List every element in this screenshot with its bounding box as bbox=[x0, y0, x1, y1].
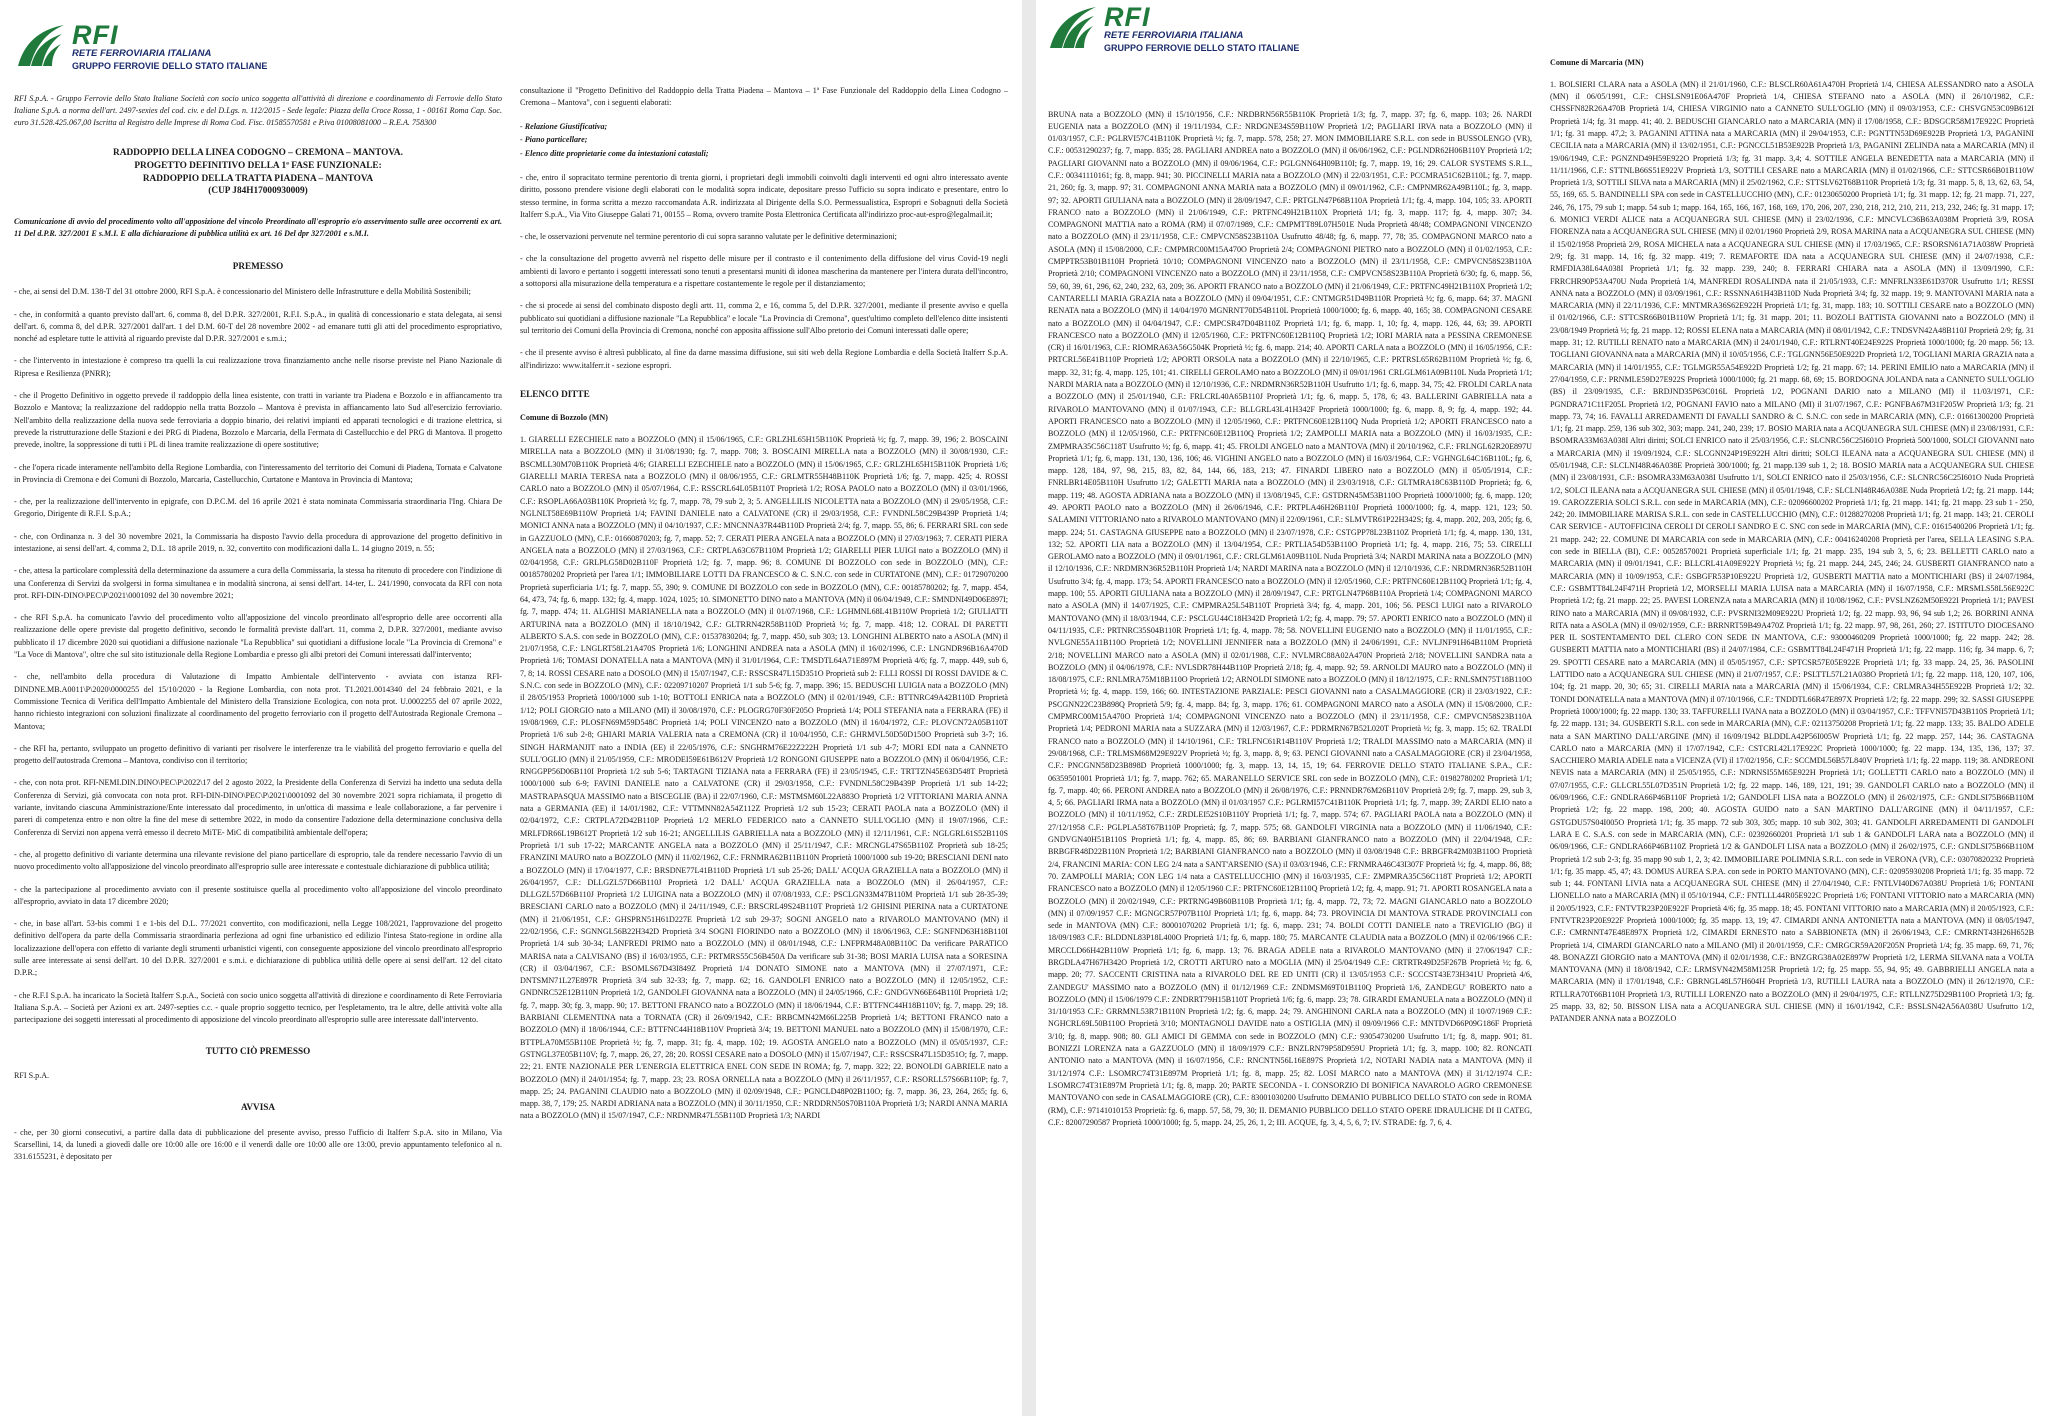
comune-bozzolo-heading: Comune di Bozzolo (MN) bbox=[520, 412, 608, 422]
premesso-clause: - che l'intervento in intestazione è compreso tra quelli la cui realizzazione trova finanziamento anche nelle risorse previste nel Piano Nazionale di Ripresa e Resilienza (PNRR); bbox=[14, 356, 502, 378]
avvisa-clause: - che, le osservazioni pervenute nel termine perentorio di cui sopra saranno valutate per le definitive determinazioni; bbox=[520, 232, 897, 242]
left-column-1 bbox=[14, 85, 502, 1385]
rfi-logo bbox=[1046, 4, 2034, 53]
owners-list-bozzolo-continued: BRUNA nata a BOZZOLO (MN) il 15/10/1956, C.F.: NRDBRN56R55B110K Proprietà 1/3; fg. 7, mapp. 37; fg. 6, mapp. 103; 26. NARDI EUGENIA nata a BOZZOLO (MN) il 19/11/1934, C.F.: NRDGNE34S59B110W Proprietà 1/2; PAGLIARI IRVA nata a BOZZOLO (MN) il 01/03/1957, C.F.: PGLRVI57C41B110K Proprietà ½; fg. 7, mapp. 578, 258; 27. MON IMMOBILIARE S.R.L. con sede in BUSSOLENGO (VR), C.F.: 00531290237; fg. 7, mapp. 835; 28. PAGLIARI ANDREA nato a BOZZOLO (MN) il 06/06/1962, C.F.: PGLNDR62H06B110Y Proprietà 1/2; PAGLIARI GIOVANNI nato a BOZZOLO (MN) il 09/06/1964, C.F.: PGLGNN64H09B110I; fg. 7, mapp. 19, 16; 29. CALOR SYSTEMS S.R.L., C.F.: 00341110161; fg. 8, mapp. 941; 30. PICCINELLI MARIA nata a BOZZOLO (MN) il 22/03/1951, C.F.: PCCMRA51C62B110L; fg. 7, mapp. 21, 260; fg. 3, mapp. 97; 31. COMPAGNONI ANNA MARIA nata a BOZZOLO (MN) il 09/01/1962, C.F.: CMPNMR62A49B110L; fg. 3, mapp. 97; 32. APORTI GIULIANA nata a BOZZOLO (MN) il 28/09/1947, C.F.: PRTGLN47P68B110A Proprietà 1/1; fg. 4, mapp. 104, 105; 33. APORTI FRANCO nato a BOZZOLO (MN) il 21/06/1949, C.F.: PRTFNC49H21B110X Proprietà 1/1; fg. 3, mapp. 117; fg. 4, mapp. 307; 34. COMPAGNONI MATTIA nato a ROMA (RM) il 07/07/1989, C.F.: CMPMTT89L07H501E Nuda Proprietà 48/48; COMPAGNONI VINCENZO nato a BOZZOLO (MN) il 23/11/1958, C.F.: CMPVCN58S23B110A Usufrutto 48/48; fg. 6, mapp. 77, 78; 35. COMPAGNONI MARCO nato a ASOLA (MN) il 15/08/2000, C.F.: CMPMRC00M15A470O Proprietà 2/4; COMPAGNONI PIETRO nato a BOZZOLO (MN) il 01/02/1953, C.F.: CMPPTR53B01B110H Proprietà 10/10; COMPAGNONI VINCENZO nato a BOZZOLO (MN) il 23/11/1958, C.F.: CMPVCN58S23B110A Proprietà 2/10; COMPAGNONI VINCENZO nato a BOZZOLO (MN) il 23/11/1958, C.F.: CMPVCN58S23B110A Proprietà 6/30; fg. 6, mapp. 56, 59, 60, 39, 61, 296, 62, 240, 232, 63, 209; 36. APORTI FRANCO nato a BOZZOLO (MN) il 21/06/1949, C.F.: PRTFNC49H21B110X Proprietà 1/2; CANTARELLI MARIA GRAZIA nata a BOZZOLO (MN) il 09/04/1951, C.F.: CNTMGR51D49B110R Proprietà ½; fg. 6, mapp. 64; 37. MAGNI RENATA nata a BOZZOLO (MN) il 14/04/1970 MGNRNT70D54B110L Proprietà 1000/1000; fg. 6, mapp. 40, 165; 38. COMPAGNONI CESARE nato a BOZZOLO (MN) il 04/04/1947, C.F.: CMPCSR47D04B110Z Proprietà 1/1; fg. 6, mapp. 1, 10; fg. 4, mapp. 126, 44, 63; 39. APORTI FRANCESCO nato a BOZZOLO (MN) il 12/05/1960, C.F.: PRTFNC60E12B110Q Proprietà 1/2; IORI MARIA nata a PESSINA CREMONESE (CR) il 16/01/1963, C.F.: RIOMRA63A56G504K Proprietà ½; fg. 6, mapp. 214; 40. APORTI CARLA nata a BOZZOLO (MN) il 16/05/1956, C.F.: PRTCRL56E41B110P Proprietà 1/2; APORTI ORSOLA nata a BOZZOLO (MN) il 22/10/1965, C.F.: PRTRSL65R62B110M Proprietà ½; fg. 6, mapp. 32, 31; fg. 4, mapp. 125, 101; 41. CIRELLI GEROLAMO nato a BOZZOLO (MN) il 09/01/1961 CRLGLM61A09B110L Nuda Proprietà 1/1; NARDI MARIA nata a BOZZOLO (MN) il 12/10/1936, C.F.: NRDMRN36R52B110H Usufrutto 1/1; fg. 6, mapp. 34, 75; 42. FROLDI CARLA nata a BOZZOLO (MN) il 25/01/1940, C.F.: FRLCRL40A65B110J Proprietà 1/1; fg. 6, mapp. 5, 178, 6; 43. BALLERINI GABRIELLA nata a RIVAROLO MANTOVANO (MN) il 01/07/1943, C.F.: BLLGRL43L41H342F Proprietà 1000/1000; fg. 6, mapp. 8, 9; fg. 4, mapp. 192; 44. APORTI FRANCESCO nato a BOZZOLO (MN) il 12/05/1960, C.F.: PRTFNC60E12B110Q Nuda Proprietà 1/2; APORTI FRANCESCO nato a BOZZOLO (MN) il 12/05/1960, C.F.: PRTFNC60E12B110Q Proprietà 1/2; ZAMPOLLI MARIA nata a BOZZOLO (MN) il 16/03/1935, C.F.: ZMPMRA35C56C118T Usufrutto ½; fg. 6, mapp. 41; 45. FROLDI ANGELO nato a MANTOVA (MN) il 20/10/1962, C.F.: FRLNGL62R20E897U Proprietà 1/1; fg. 6, mapp. 131, 130, 136, 106; 46. VIGHINI ANGELO nato a BOZZOLO (MN) il 16/03/1964, C.F.: VGHNGL64C16B110L; fg. 6, mapp. 128, 184, 97, 98, 215, 83, 82, 84, 144, 66, 183, 213; 47. FINARDI LIBERO nato a BOZZOLO (MN) il 05/05/1914, C.F.: FNRLBR14E05B110H Usufrutto 1/2; GALETTI MARIA nata a BOZZOLO (MN) il 23/03/1918, C.F.: GLTMRA18C63B110D Proprietà; fg. 6, mapp. 119; 48. AGOSTA ADRIANA nata a BOZZOLO (MN) il 13/08/1945, C.F.: GSTDRN45M53B110O Proprietà 1000/1000; fg. 6, mapp. 120; 49. APORTI PAOLO nato a BOZZOLO (MN) il 26/06/1946, C.F.: PRTPLA46H26B110J Proprietà 1000/1000; fg. 4, mapp. 121, 123; 50. SALAMINI VITTORIANO nato a RIVAROLO MANTOVANO (MN) il 22/09/1961, C.F.: SLMVTR61P22H342S; fg. 4, mapp. 202, 203, 205; fg. 6, mapp. 224; 51. CASTAGNA GIUSEPPE nato a BOZZOLO (MN) il 23/07/1978, C.F.: CSTGPP78L23B110Z Proprietà 1/1; fg. 4, mapp. 130, 131, 132; 52. APORTI LIA nata a BOZZOLO (MN) il 13/04/1954, C.F.: PRTLIA54D53B110O Proprietà 1/1; fg. 4, mapp. 216, 75; 53. CIRELLI GEROLAMO nato a BOZZOLO (MN) il 09/01/1961, C.F.: CRLGLM61A09B110L Nuda Proprietà 3/4; NARDI MARINA nata a BOZZOLO (MN) il 12/10/1936, C.F.: NRDMRN36R52B110H Proprietà 1/4; NARDI MARINA nata a BOZZOLO (MN) il 12/10/1936, C.F.: NRDMRN36R52B110H Usufrutto 3/4; fg. 4, mapp. 173; 54. APORTI FRANCESCO nato a BOZZOLO (MN) il 12/05/1960, C.F.: PRTFNC60E12B110Q Proprietà 1/1; fg. 4, mapp. 100; 55. APORTI GIULIANA nata a BOZZOLO (MN) il 28/09/1947, C.F.: PRTGLN47P68B110A Proprietà 1/4; COMPAGNONI MARCO nato a ASOLA (MN) il 14/07/1925, C.F.: CMPMRA25L54B110T Proprietà 3/4; fg. 4, mapp. 201, 106; 56. PESCI LUIGI nato a RIVAROLO MANTOVANO (MN) il 18/03/1944, C.F.: PSCLGU44C18H342D Proprietà 1/2; fg. 4, mapp. 79; 57. APORTI ENRICO nato a BOZZOLO (MN) il 04/11/1935, C.F.: PRTNRC35S04B110R Proprietà 1/1; fg. 4, mapp. 78; 58. NOVELLINI EUGENIO nato a BOZZOLO (MN) il 11/01/1955, C.F.: NVLGNE55A11B110O Proprietà 1/2; NOVELLINI JENNIFER nata a BOZZOLO (MN) il 24/06/1991, C.F.: NVLJNF91H64B110M Proprietà 2/18; NOVELLINI MARCO nato a ASOLA (MN) il 02/01/1988, C.F.: NVLMRC88A02A470N Proprietà 2/18; NOVELLINI SANDRA nata a BOZZOLO (MN) il 04/06/1978, C.F.: NVLSDR78H44B110P Proprietà 2/18; fg. 4, mapp. 92; 59. ARNOLDI MAURO nato a BOZZOLO (MN) il 18/08/1975, C.F.: RNLMRA75M18B110O Proprietà 1/2; ARNOLDI SIMONE nato a BOZZOLO (MN) il 18/12/1975, C.F.: RNLSMN75T18B110O Proprietà ½; fg. 4, mapp. 159, 166; 60. INTESTAZIONE PARZIALE: PESCI GIOVANNI nato a CASALMAGGIORE (CR) il 23/03/1922, C.F.: PSCGNN22C23B898Q Proprietà 5/9; fg. 4, mapp. 84; fg. 3, mapp. 176; 61. COMPAGNONI MARCO nato a ASOLA (MN) il 15/08/2000, C.F.: CMPMRC00M15A470O Proprietà 1/4; COMPAGNONI VINCENZO nato a BOZZOLO (MN) il 23/11/1958, C.F.: CMPVCN58S23B110A Proprietà 1/4; PEDRONI MARIA nata a SUZZARA (MN) il 12/03/1967, C.F.: PDRMRN67B52L020T Proprietà ½; fg. 3, mapp. 15; 62. TRALDI FRANCO nato a BOZZOLO (MN) il 14/10/1961, C.F.: TRLFNC61R14B110V Proprietà 1/2; TRALDI MASSIMO nato a MARCARIA (MN) il 29/08/1968, C.F.: TRLMSM68M29E922V Proprietà ½; fg. 3, mapp. 8, 9; 63. PENCI GIOVANNI nato a CASALMAGGIORE (CR) il 23/04/1958, C.F.: PNCGNN58D23B898D Proprietà 1000/1000; fg. 3, mapp. 13, 14, 15, 19; 64. FERROVIE DELLO STATO ITALIANE S.P.A., C.F.: 06359501001 Proprietà 1/1; fg. 7, mapp. 762; 65. MARANELLO SERVICE SRL con sede in BOZZOLO (MN), C.F.: 01982780202 Proprietà 1/1; fg. 7, mapp. 40; 66. PERONI ANDREA nato a BOZZOLO (MN) il 26/08/1976, C.F.: PRNNDR76M26B110V Proprietà 2/9; fg. 7, mapp. 29, sub 3, 4, 5; 66. PAGLIARI IRMA nata a BOZZOLO (MN) il 01/03/1957 C.F.: PGLRMI57C41B110K Proprietà 1/1; fg. 7, mapp. 39; ZARDI ELIO nato a BOZZOLO (MN) il 10/11/1952, C.F.: ZRDLEI52S10B110Y Proprietà 1/1; fg. 7, mapp. 574; 67. PAGLIARI PAOLA nata a BOZZOLO (MN) il 27/12/1958 C.F.: PGLPLA58T67B110P Proprietà; fg. 7, mapp. 575; 68. GANDOLFI VIRGINIA nata a BOZZOLO (MN) il 11/06/1940, C.F.: GNDVGN40H51B110S Proprietà 1/1; fg. 4, mapp. 85, 86; 69. BARBIANI GIANFRANCO nato a BOZZOLO (MN) il 22/04/1948, C.F.: BRBGFR48D22B110N Proprietà 1/2; BARBIANI GIANFRANCO nato a BOZZOLO (MN) il 03/08/1948 C.F.: BRBGFR42M03B110O Proprietà 2/4, FRANCINI MARIA: CON LEG 2/4 nata a SANT'ARSENIO (SA) il 03/03/1946, C.F.: FRNMRA46C43I307F Proprietà ½; fg. 4, mapp. 86, 88; 70. ZAMPOLLI MARIA; CON LEG 1/4 nata a CASTELLUCCHIO (MN) il 16/03/1935, C.F.: ZMPMRA35C56C118T Proprietà 1/2; APORTI FRANCESCO nato a BOZZOLO (MN) il 12/05/1960 C.F.: PRTFNC60E12B110Q Proprietà 1/2; fg. 4, mapp. 91; 71. APORTI ROSANGELA nata a BOZZOLO (MN) il 20/02/1949, C.F.: PRTRNG49B60B110B Proprietà 1/1; fg. 4, mapp. 72, 73; 72. MAGNI GIANCARLO nato a BOZZOLO (MN) il 07/09/1957 C.F.: MGNGCR57P07B110J Proprietà 1/1; fg. 6, mapp. 84; 73. PROVINCIA DI MANTOVA STRADE PROVINCIALI con sede in MANTOVA (MN) C.F.: 80001070202 Proprietà 1/1; fg. 6, mapp. 231; 74. BOLDI COTTI DANIELE nato a TREVIGLIO (BG) il 18/09/1983 C.F.: BLDDNL83P18L400O Proprietà 1/1; fg. 6, mapp. 180; 75. MARCANTE CLAUDIA nata a BOZZOLO (MN) il 02/06/1966 C.F.: MRCCLD66H42B110W Proprietà 1/1; fg. 6, mapp. 13; 76. BRAGA ADELE nata a RIVAROLO MANTOVANO (MN) il 27/06/1947 C.F.: BRGDLA47H67H342O Proprietà 1/2, CROTTI ARTURO nato a MOGLIA (MN) il 25/04/1949 C.F.: CRTRTR49D25F267B Proprietà ½; fg. 6, mapp. 20; 77. SACCENTI CRISTINA nata a RIVAROLO DEL RE ED UNITI (CR) il 13/05/1953 C.F.: SCCCST43E73H341U Proprietà 4/6, ZANDEGU' MASSIMO nato a BOZZOLO (MN) il 01/12/1969 C.F.: ZNDMSM69T01B110Q Proprietà 1/6, ZANDEGU' ROBERTO nato a BOZZOLO (MN) il 15/06/1979 C.F.: ZNDRRT79H15B110T Proprietà 1/6; fg. 6, mapp. 23; 78. GIRARDI EMANUELA nata a BOZZOLO (MN) il 31/10/1953 C.F.: GRRMNL53R71B110N Proprietà 1/2; fg. 6, mapp. 24; 79. ANGHINONI CARLA nata a BOZZOLO (MN) il 10/07/1969 C.F.: NGHCRL69L50B110O Proprietà 3/10; MONTAGNOLI DAVIDE nato a OSTIGLIA (MN) il 09/09/1966 C.F.: MNTDVD66P09G186F Proprietà 3/10; fg. 8, mapp. 908; 80. GLI AMICI DI GEMMA con sede in BOZZOLO (MN) C.F.: 93054730200 Usufrutto 1/1; fg. 8, mapp. 901; 81. BONIZZI LORENZA nata a GAZZUOLO (MN) il 18/09/1979 C.F.: BNZLRN79P58D959U Proprietà 1/1; fg. 3, mapp. 100; 82. RONCATI ANTONIO nato a MANTOVA (MN) il 16/07/1956, C.F.: RNCNTN56L16E897S Proprietà 1/2, NOTARI NADIA nata a MANTOVA (MN) il 31/12/1974 C.F.: LSOMRC74T31E897M Proprietà 1/1; fg. 8, mapp. 25; 82. LOSI MARCO nato a MANTOVA (MN) il 31/12/1974 C.F.: LSOMRC74T31E897M Proprietà 1/1; fg. 8, mapp. 20; PARTE SECONDA - I. CONSORZIO DI BONIFICA NAVAROLO AGRO CREMONESE MANTOVANO con sede in CASALMAGGIORE (CR), C.F.: 83001030200 Usufrutto DEMANIO PUBBLICO DELLO STATO con sede in ROMA (RM), C.F.: 97141010153 Proprietà: fg. 6, mapp. 57, 58, 79, 30; II. DEMANIO PUBBLICO DELLO STATO OPERE IDRAULICHE DI II CATEG, C.F.: 82007290587 Proprietà 1000/1000; fg. 5, mapp. 24, 25, 26, 1, 2; III. ACQUE, fg. 3, 4, 5, 6, 7; IV. STRADE: fg. 7, 6, 4. bbox=[1048, 109, 1532, 1127]
owners-list-marcaria: 1. BOLSIERI CLARA nata a ASOLA (MN) il 21/01/1960, C.F.: BLSCLR60A61A470H Proprietà 1/4, CHIESA ALESSANDRO nato a ASOLA (MN) il 06/05/1991, C.F.: CHSLSN91E06A470F Proprietà 1/4, CHIESA STEFANO nato a ASOLA (MN) il 26/10/1982, C.F.: CHSSFN82R26A470B Proprietà 1/4, CHIESA VIRGINIO nato a CANNETO SULL'OGLIO (MN) il 09/03/1953, C.F.: CHSVGN53C09B612I Proprietà 1/4; fg. 31 mapp. 41; 40. 2. BEDUSCHI GIANCARLO nato a MARCARIA (MN) il 17/08/1958, C.F.: BDSGCR58M17E922C Proprietà 1/1; fg. 31 mapp. 47,2; 3. PAGANINI ATTINA nata a MARCARIA (MN) il 29/04/1953, C.F.: PGNTTN53D69E922B Proprietà 1/3, PAGANINI CECILIA nata a MARCARIA (MN) il 13/02/1951, C.F.: PGNCCL51B53E922B Proprietà 1/3, PAGANINI ZELINDA nata a MARCARIA (MN) il 19/06/1949, C.F.: PGNZND49H59E922O Proprietà 1/3; fg. 31 mapp. 3,4; 4. SOTTILE ANGELA BENEDETTA nata a MARCARIA (MN) il 11/11/1966, C.F.: STTNLB66S51E922V Proprietà 1/3, SOTTILI CESARE nato a MARCARIA (MN) il 01/02/1966, C.F.: STTCSR66B01B110W Proprietà 1/3, SOTTILI SILVA nata a MARCARIA (MN) il 25/02/1962, C.F.: STTSLV62T68B110R Proprietà 1/3; fg. 31 mapp. 5, 8, 13, 62, 63, 54, 55, 169, 65. 5. BANDINELLI SPA con sede in CASTELLUCCHIO (MN), C.F.: 01230650200 Proprietà 1/1; fg. 31 mapp. 12; fg. 21 mapp. 71, 227, 246, 76, 175, 79 sub 1; mapp. 54 sub 1; mapp. 164, 165, 166, 167, 168, 169, 170, 206, 207, 230, 218, 212, 210, 211, 213, 232, 246; fg. 31 mapp. 17; 6. MONICI VERDI ALICE nata a ACQUANEGRA SUL CHIESE (MN) il 23/02/1936, C.F.: MNCVLC36B63A038M Proprietà 3/9, ROSA FIORENZA nata a ACQUANEGRA SUL CHIESE (MN) il 02/01/1960 Proprietà 2/9, ROSA MARINA nata a ACQUANEGRA SUL CHIESE (MN) il 15/02/1958 Proprietà 2/9, ROSA MICHELA nata a ACQUANEGRA SUL CHIESE (MN) il 17/03/1965, C.F.: RSORSN61A71A038W Proprietà 2/9; fg. 31 mapp. 14, 16; fg. 32 mapp. 419; 7. REMAFORTE IDA nata a ACQUANEGRA SUL CHIESE (MN) il 24/07/1938, C.F.: RMFDIA38L64A038I Proprietà 1/1; fg. 32 mapp. 239, 240; 8. FERRARI CHIARA nata a ASOLA (MN) il 13/09/1990, C.F.: FRRCHR90P53A470U Nuda Proprietà 1/4, MANFREDI ROSALINDA nata il 21/05/1933, C.F.: MNFRLN33E61D370R Usufrutto 1/1; RESSI ANNA nata a BOZZOLO (MN) il 03/09/1961, C.F.: RSSNNA61H43B110D Nuda Proprietà 3/4; fg. 32 mapp. 19; 9. MANTOVANI MARIA nata a MARCARIA (MN) il 22/11/1936, C.F.: MNTMRA36S62E922H Proprietà 1/1; fg. 31, mapp. 183; 10. SOTTILI CESARE nato a BOZZOLO (MN) il 01/02/1966, C.F.: STTCSR66B01B110W Proprietà 1/1; fg. 31 mapp. 201; 11. BOZOLI BATTISTA GIOVANNI nato a BOZZOLO (MN) il 23/08/1949 Proprietà ½; fg. 21 mapp. 12; ROSSI ELENA nata a MARCARIA (MN) il 08/01/1942, C.F.: TNDSVN42A48B110J Proprietà 2/9; fg. 31 mapp. 31; 12. RUTILLI RENATO nato a MARCARIA (MN) il 24/01/1940, C.F.: RTLRNT40E24E922S Proprietà 1000/1000; fg. 20 mapp. 56; 13. TOGLIANI GIOVANNA nata a MARCARIA (MN) il 10/05/1956, C.F.: TGLGNN56E50E922D Proprietà 1/2, TOGLIANI MARIA GRAZIA nata a MARCARIA (MN) il 14/01/1955, C.F.: TGLMGR55A54E922D Proprietà 1/2; fg. 21 mapp. 67; 14. PERINI EMILIO nato a MARCARIA (MN) il 27/04/1959, C.F.: PRNMLE59D27E922S Proprietà 1000/1000; fg. 21 mapp. 68, 69; 15. BORDOGNA JOLANDA nata a CANNETO SULL'OGLIO (BS) il 23/09/1935, C.F.: BRDJND35P63C016L Proprietà 1/2, POGNANI DARIO nato a MILANO (MI) il 11/03/1971, C.F.: PGNDRA71C11F205L Proprietà 1/2, POGNANI FAVIO nato a MILANO (MI) il 31/07/1967, C.F.: PGNFBA67M31F205W Proprietà 1/3; fg. 21 mapp. 73, 74; 16. FAVALLI ARREDAMENTI DI FAVALLI SANDRO & C. S.N.C. con sede in MARCARIA (MN), C.F.: 01661300200 Proprietà 1/1; fg. 21 mapp. 259, 136 sub 302, 303; mapp. 241, 240, 239; 17. BOSIO MARIA nata a ACQUANEGRA SUL CHIESE (MN) il 23/08/1931, C.F.: BSOMRA33M63A038I Altri diritti; SOLCI ENRICO nato il 25/03/1956, C.F.: SLCNRC56C25I601O Proprietà 500/1000, SOLCI GIOVANNI nato a MARCARIA (MN) il 19/09/1924, C.F.: SLCGNN24P19E922H Altri diritti; SOLCI ILEANA nata a ACQUANEGRA SUL CHIESE (MN) il 05/01/1948, C.F.: SLCLNI48R46A038E Proprietà 300/1000; fg. 21 mapp.139 sub 1, 2; 18. BOSIO MARIA nata a ACQUANEGRA SUL CHIESE (MN) il 23/08/1931, C.F.: BSOMRA33M63A038I Usufrutto 1/1, SOLCI ENRICO nato il 25/03/1956, C.F.: SLCNRC56C25I601O Nuda Proprietà 1/2, SOLCI ILEANA nata a ACQUANEGRA SUL CHIESE (MN) il 05/01/1948, C.F.: SLCLNI48R46A038E Nuda Proprietà 1/2; fg. 21 mapp. 144; 19. CAROZZERIA SOLCI S.R.L. con sede in MARCARIA (MN), C.F.: 02096600202 Proprietà 1/1; fg. 21 mapp. 141; fg. 21 mapp. 23 sub 1 - 250, 242; 20. IMMOBILIARE MARISA S.R.L. con sede in CASTELLUCCHIO (MN), C.F.: 01288270208 Proprietà 1/1; fg. 21 mapp. 143; 21. CEROLI CAR SERVICE - AUTOFFICINA CEROLI DI CEROLI SANDRO E C. SNC con sede in MARCARIA (MN), C.F.: 01615400206 Proprietà 1/1; fg. 21 mapp. 242; 22. COMUNE DI MARCARIA con sede in MARCARIA (MN), C.F.: 00416240208 Proprietà per l'area, SELLA LEASING S.P.A. con sede in BIELLA (BI), C.F.: 00528570021 Proprietà superficiale 1/1; fg. 21 mapp. 235, 194 sub 3, 5, 6; 23. BELLETTI CARLO nato a MARCARIA (MN) il 09/01/1941, C.F.: BLLCRL41A09E922Y Proprietà ½; fg. 21 mapp. 244, 245, 246; 24. GUSBERTI GIANFRANCO nato a MARCARIA (MN) il 10/09/1953, C.F.: GSBGFR53P10E922U Proprietà 1/2, GUSBERTI MATTIA nato a MONTICHIARI (BS) il 24/07/1984, C.F.: GSBMTT84L24F471H Proprietà 1/2, MORSELLI MARIA LUISA nata a MARCARIA (MN) il 16/07/1958, C.F.: MRSMLS58L56E922C Proprietà 1/2; fg. 21 mapp. 22; 25. PAVESI LORENZA nata a MARCARIA (MN) il 10/08/1962, C.F.: PVSLNZ62M50E922I Proprietà 1/1; PAVESI RINO nato a MARCARIA (MN) il 09/08/1932, C.F.: PVSRNI32M09E922U Proprietà 1/2; fg. 22 mapp. 93, 96, 94 sub 1,2; 26. BORRINI ANNA RITA nata a ASOLA (MN) il 09/02/1959, C.F.: BRRNRT59B49A470Z Proprietà 1/1; fg. 22 mapp. 97, 98, 261, 260; 27. ISTITUTO DIOCESANO PER IL SOSTENTAMENTO DEL CLERO CON SEDE IN MANTOVA, C.F.: 93000460209 Proprietà 1000/1000; fg. 22 mapp. 242; 28. GUSBERTI MATTIA nato a MONTICHIARI (BS) il 24/07/1984, C.F.: GSBMTT84L24F471H Proprietà 1/1; fg. 22 mapp. 116; fg. 34 mapp. 6, 7; 29. SPOTTI CESARE nato a MARCARIA (MN) il 05/05/1957, C.F.: SPTCSR57E05E922E Proprietà 1/1; fg. 33 mapp. 24, 25, 36. PASOLINI LATTIDO nato a ACQUANEGRA SUL CHIESE (MN) il 21/07/1957, C.F.: PSLTTL57L21A038O Proprietà 1/1; fg. 22 mapp. 118, 120, 107, 106, 104; fg. 21 mapp. 20, 30; 65; 31. CIRELLI MARIA nata a MARCARIA (MN) il 15/06/1934, C.F.: CRLMRA34H55E922B Proprietà 1/2; 32. TONDI DONATELLA nata a MANTOVA (MN) il 07/10/1966, C.F.: TNDDTL66R47E897X Proprietà 1/2; fg. 22 mapp. 299; 32. SASSI GIUSEPPE Proprietà 1000/1000; fg. 22 mapp. 130; 33. TAFFURELLI IVANA nata a BOZZOLO (MN) il 03/04/1957, C.F.: TFFVNI57D43B110S Proprietà 1/1; fg. 22 mapp. 131; 34. GUSBERTI S.R.L. con sede in MARCARIA (MN), C.F.: 02113750208 Proprietà 1/1; fg. 22 mapp. 133; 35. BALDO ADELE nata a SAN MARTINO DALL'ARGINE (MN) il 16/09/1942 BLDDLA42P56I005W Proprietà 1/1; fg. 22 mapp. 257, 144; 36. CASTAGNA CARLO nato a MARCARIA (MN) il 17/07/1942, C.F.: CSTCRL42L17E922C Proprietà 1000/1000; fg. 22 mapp. 134, 135, 136, 137; 37. SACCHIERO MARIA ADELE nata a VICENZA (VI) il 17/02/1956, C.F.: SCCMDL56B57L840V Proprietà 1/1; fg. 22 mapp. 119; 38. ANDREONI NEVIS nata a MARCARIA (MN) il 25/05/1955, C.F.: NDRNSI55M65E922H Proprietà 1/1; GOLLETTI CARLO nato a BOZZOLO (MN) il 07/07/1955, C.F.: GLLCRL55L07D351N Proprietà 1/2; fg. 22 mapp. 146, 189, 121, 191; 39. GANDOLFI CARLO nato a BOZZOLO (MN) il 06/09/1966, C.F.: GNDLRA66P46B110F Proprietà 1/2; GANDOLFI LISA nata a BOZZOLO (MN) il 26/02/1975, C.F.: GNDLSI75B66B110M Proprietà 1/2; fg. 22 mapp. 198, 200; 40. AGOSTA GUIDO nato a SAN MARTINO DALL'ARGINE (MN) il 04/11/1957, C.F.: GSTGDU57S04I005O Proprietà 1/1; fg. 35 mapp. 72 sub 303, 305; mapp. 10 sub 302, 303; 41. GANDOLFI ARREDAMENTI DI GANDOLFI LARA E C. S.A.S. con sede in MARCARIA (MN), C.F.: 02392660201 Proprietà 1/1 sub 1 & GANDOLFI LARA nata a BOZZOLO (MN) il 06/09/1966, C.F.: GNDLRA66P46B110Z Proprietà 1/2 & GANDOLFI LISA nata a BOZZOLO (MN) il 26/02/1975, C.F.: GNDLSI75B66B110M Proprietà 1/2 sub 2-3; fg. 35 mapp 90 sub 1, 2, 3; 42. IMMOBILIARE POLIMNIA S.R.L. con sede in VERONA (VR), C.F.: 03070820232 Proprietà 1/1; fg. 35 mapp. 45, 47; 43. DOMUS AUREA S.P.A. con sede in PORTO MANTOVANO (MN), C.F.: 02095930208 Proprietà 1/1; fg. 35 mapp. 72 sub 1; 44. FONTANI LIVIA nata a ACQUANEGRA SUL CHIESE (MN) il 27/04/1940, C.F.: FNTLVI40D67A038U Proprietà 1/6; FONTANI LIONELLO nato a MARCARIA (MN) il 05/10/1944, C.F.: FNTLLL44R05E922C Proprietà 1/6; FONTANI VITTORIO nato a MARCARIA (MN) il 20/05/1923, C.F.: FNTVTR23P20E922F Proprietà 4/6; fg. 35 mapp. 18; 45. FONTANI VITTORIO nato a MARCARIA (MN) il 20/05/1923, C.F.: FNTVTR23P20E922F Proprietà 1000/1000; fg. 35 mapp. 13, 19; 47. CIMARDI ANNA ANTONIETTA nata a MANTOVA (MN) il 08/05/1947, C.F.: CMRNNT47E48E897X Proprietà 1/2, CIMARDI ERNESTO nato a SABBIONETA (MN) il 26/06/1943, C.F.: CMRRNT43H26H652B Proprietà 1/4, CIMARDI GIANCARLO nato a MILANO (MI) il 20/01/1959, C.F.: CMRGCR59A20F205N Proprietà 1/4; fg. 35 mapp. 69, 71, 76; 48. BONAZZI GIORGIO nato a MANTOVA (MN) il 02/01/1938, C.F.: BNZGRG38A02E897W Proprietà 1/2, LERMA SILVANA nata a VOLTA MANTOVANA (MN) il 18/08/1942, C.F.: LRMSVN42M58M125R Proprietà 1/2; fg. 25 mapp. 55, 94, 95; 49. GABBRIELLI ANGELA nata a MARCARIA (MN) il 17/01/1948, C.F.: GBRNGL48L57H604H Proprietà 1/3, RUTILLI LAURA nata a BOZZOLO (MN) il 26/12/1970, C.F.: RTLLRA70T66B110H Proprietà 1/3, RUTILLI LORENZO nato a BOZZOLO (MN) il 29/04/1975, C.F.: RTLLNZ75D29B110O Proprietà 1/3; fg. 25 mapp. 33, 82; 50. BISSON LISA nata a ACQUANEGRA SUL CHIESE (MN) il 16/01/1942, C.F.: BSSLSN42A56A038U Usufrutto 1/2, PATANDER ANNA nata a BOZZOLO bbox=[1550, 79, 2034, 1024]
left-column-2 bbox=[520, 85, 1008, 1385]
document-page-right bbox=[1036, 0, 2046, 1416]
right-column-2 bbox=[1550, 51, 2034, 1406]
premesso-clause: - che, attesa la particolare complessità della determinazione da assumere a cura della Commissaria, la stessa ha ritenuto di procedere con l'indizione di una Conferenza di Servizi da svolgersi in forma simultanea e in modalità sincrona, ai sensi dell'art. 14-ter, L. 241/1990, convocata da RFI con nota prot. RFI-DIN-DINO\PEC\P\2021\0001092 del 30 novembre 2021; bbox=[14, 566, 502, 600]
premesso-heading: PREMESSO bbox=[232, 261, 284, 272]
premesso-clause: - che, nell'ambito della procedura di Valutazione di Impatto Ambientale dell'intervento - avviata con istanza RFI-DINDNE.MB.A0011\P\2020\0000255 del 15/10/2020 - la Regione Lombardia, con nota prot. T1.2021.0014340 del 24 febbraio 2021, e la Commissione Tecnica di Verifica dell'Impatto Ambientale del Ministero della Transizione Ecologica, con nota prot. U.0002255 del 07 aprile 2022, hanno richiesto integrazioni con soluzioni finalizzate al coordinamento del progetto ferroviario con il progetto dell'Autostrada Regionale Cremona – Mantova; bbox=[14, 672, 502, 731]
premesso-clause: - che, in conformità a quanto previsto dall'art. 6, comma 8, del D.P.R. 327/2001, R.F.I. S.p.A., in qualità di concessionario e stata delegata, ai sensi dell'art. 6, comma 8, del d.P.R. 327/2001 dall'art. 1 del D.M. 60-T del 28 novembre 2002 - ad emanare tutti gli atti del procedimento espropriativo, nonché ad espletare tutte le attività al riguardo previste dal D.P.R. 327/2001 e s.m.i.; bbox=[14, 309, 502, 344]
avvisa-clause: - che, per 30 giorni consecutivi, a partire dalla data di pubblicazione del presente avviso, presso l'ufficio di Italferr S.p.A. sito in Milano, Via Scarsellini, 14, da lunedì a giovedì dalle ore 10:00 alle ore 16:00 e il venerdì dalle ore 10:00 alle ore 13:00, previo appuntamento telefonico al n. 331.6155231, è depositato per bbox=[14, 1127, 502, 1162]
premesso-clause: - che RFI S.p.A. ha comunicato l'avvio del procedimento volto all'apposizione del vincolo preordinato all'esproprio delle aree occorrenti alla realizzazione delle opere previste dal progetto definitivo, secondo le formalità previste dall'art. 11, comma 2, D.P.R. 327/2001, mediante avviso pubblicato il 17 dicembre 2020 sui quotidiani a diffusione nazionale "La Repubblica" sui quotidiani a diffusione locale "La Provincia di Cremona" e "La Voce di Mantova", oltre che sul sito istituzionale della Regione Lombardia e presso gli albi pretori dei Comuni interessati dall'intervento; bbox=[14, 613, 502, 660]
company-legal-header: RFI S.p.A. - Gruppo Ferrovie dello Stato Italiane Società con socio unico soggetta all'attività di direzione e coordinamento di Ferrovie dello Stato Italiane S.p.A. a norma dell'art. 2497-sexies del cod. civ. e del D.Lgs. n. 112/2015 - Sede legale: Piazza della Croce Rossa, 1 - 00161 Roma Cap. Soc. euro 31.528.425.067,00 Iscritta al Registro delle Imprese di Roma Cod. Fisc. 01585570581 e P.iva 01008081000 – R.E.A. 758300 bbox=[14, 93, 502, 128]
premesso-clause: - che l'opera ricade interamente nell'ambito della Regione Lombardia, con l'interessamento del territorio dei Comuni di Piadena, Tornata e Calvatone in Provincia di Cremona e dei Comuni di Bozzolo, Marcaria, Castellucchio, Curtatone e Mantova in Provincia di Mantova; bbox=[14, 462, 502, 484]
project-title-line: RADDOPPIO DELLA LINEA CODOGNO – CREMONA – MANTOVA. bbox=[113, 148, 403, 159]
logo-group-name: GRUPPO FERROVIE DELLO STATO ITALIANE bbox=[72, 60, 268, 71]
tutto-cio-premesso-heading: TUTTO CIÒ PREMESSO bbox=[205, 1045, 311, 1056]
document-page-left bbox=[0, 0, 1022, 1416]
premesso-clause: - che RFI ha, pertanto, sviluppato un progetto definitivo di varianti per risolvere le interferenze tra le viabilità del progetto ferroviario e quella del progetto dell'autostrada Cremona – Mantova, condiviso con il territorio; bbox=[14, 743, 502, 766]
premesso-clause: - che, ai sensi del D.M. 138-T del 31 ottobre 2000, RFI S.p.A. è concessionario del Ministero delle Infrastrutture e della Mobilità Sostenibili; bbox=[14, 287, 471, 297]
project-title-line: (CUP J84H17000930009) bbox=[208, 186, 308, 197]
rfi-logo bbox=[14, 22, 1008, 71]
avvisa-clause: - che il presente avviso è altresì pubblicato, al fine da darne massima diffusione, sui siti web della Regione Lombardia e della Società Italferr S.p.A. all'indirizzo: www.italferr.it - sezione espropri. bbox=[520, 348, 1008, 370]
owners-list-bozzolo: 1. GIARELLI EZECHIELE nato a BOZZOLO (MN) il 15/06/1965, C.F.: GRLZHL65H15B110K Proprietà ½; fg. 7, mapp. 39, 196; 2. BOSCAINI MIRELLA nata a BOZZOLO (MN) il 31/08/1930; fg. 7, mapp. 708; 3. BOSCAINI MIRELLA nata a BOZZOLO (MN) il 30/08/1930, C.F.: BSCMLL30M70B110K Proprietà 4/6; GIARELLI EZECHIELE nato a BOZZOLO (MN) il 15/06/1965, C.F.: GRLZHL65H15B110K Proprietà 1/6; GIARELLI MARIA TERESA nata a BOZZOLO (MN) il 08/06/1955, C.F.: GRLMTR55H48B110K Proprietà 1/6; fg. 7, mapp. 425; 4. ROSSI CARLO nato a BOZZOLO (MN) il 05/07/1964, C.F.: RSSCRL64L05B110T Proprietà 1/2; ROSA PAOLO nato a BOZZOLO (MN) il 03/01/1966, C.F.: RSOPLA66A03B110K Proprietà ½; fg. 7, mapp. 78, 79 sub 2, 3; 5. ANGELLILIS NICOLETTA nata a BOZZOLO (MN) il 29/05/1958, C.F.: NGLNLT58E69B110W Proprietà 1/4; FAVINI DANIELE nato a CALVATONE (CR) il 29/03/1958, C.F.: FVNDNL58C29B439P Proprietà 1/4; MONICI ANNA nata a BOZZOLO (MN) il 04/10/1937, C.F.: MNCNNA37R44B110D Proprietà 2/4; fg. 7, mapp. 55, 86; 6. FERRARI SRL con sede in GAZZUOLO (MN), C.F.: 01660870203; fg. 7, mapp. 52; 7. CERATI PIERA ANGELA nata a BOZZOLO (MN) il 27/03/1963; 7. CERATI PIERA ANGELA nata a BOZZOLO (MN) il 27/03/1963, C.F.: CRTPLA63C67B110M Proprietà 1/2; GIARELLI PIER LUIGI nato a BOZZOLO (MN) il 02/04/1958, C.F.: GRLPLG58D02B110F Proprietà 1/2; fg. 7, mapp. 96; 8. COMUNE DI BOZZOLO con sede in BOZZOLO (MN), C.F.: 00185780202 Proprietà per l'area 1/1; IMMOBILIARE LOTTI DA FRANCESCO & C. S.N.C. con sede in CURTATONE (MN), C.F.: 01729070200 Proprietà superficiaria 1/1; fg. 7, mapp. 55, 390; 9. COMUNE DI BOZZOLO con sede in BOZZOLO (MN), C.F.: 00185780202; fg. 7, mapp. 454, 64, 473, 74; fg. 6, mapp. 132; fg. 4, mapp. 1024, 1025; 10. SIMONETTO DINO nato a MANTOVA (MN) il 06/04/1949, C.F.: SMNDNI49D06E897I; fg. 7, mapp. 474; 11. ALGHISI MARIANELLA nata a BOZZOLO (MN) il 01/07/1968, C.F.: LGHMNL68L41B110W Proprietà 1/2; GIULIATTI ARTURINA nata a BOZZOLO (MN) il 18/10/1942, C.F.: GLTRRN42R58B110D Proprietà ½; fg. 7, mapp. 418; 12. CORAL DI PARETTI ALBERTO S.A.S. con sede in BOZZOLO (MN), C.F.: 01537830204; fg. 7, mapp. 450, sub 303; 13. LONGHINI ALBERTO nato a ASOLA (MN) il 21/07/1958, C.F.: LNGLRT58L21A470S Proprietà 1/6; LONGHINI ANDREA nata a ASOLA (MN) il 16/02/1996, C.F.: LNGNDR96B16A470D Proprietà 1/6; TOMASI DONATELLA nata a MANTOVA (MN) il 31/01/1964, C.F.: TMSDTL64A71E897M Proprietà 4/6; fg. 7, mapp. 449, sub 6, 7, 8; 14. ROSSI CESARE nato a DOSOLO (MN) il 15/07/1947, C.F.: RSSCSR47L15D351O Proprietà sub 2: F.LLI ROSSI DI ROSSI DAVIDE & C. S.N.C. con sede in BOZZOLO (MN), C.F.: 02209710207 Proprietà 1/1 sub 5-6; fg. 7, mapp. 396; 15. BEDUSCHI LUIGIA nata a BOZZOLO (MN) il 28/05/1953 Proprietà 1000/1000 sub 1-10; BOTTOLI ENRICA nata a BOZZOLO (MN) il 02/01/1949, C.F.: BTTNRC49A42B110D Proprietà 1/12; POLI GIORGIO nato a MILANO (MI) il 30/08/1970, C.F.: PLOGRG70F30F205O Proprietà 1/4; POLI STEFANIA nata a FERRARA (FE) il 19/08/1969, C.F.: PLOSFN69M59D548C Proprietà 1/4; POLI VINCENZO nato a BOZZOLO (MN) il 16/04/1972, C.F.: PLOVCN72A05B110T Proprietà 1/6 sub 2-8; GHIARI MARIA VALERIA nata a CREMONA (CR) il 10/04/1950, C.F.: GHRMVL50D50D150O Proprietà sub 3-7; 16. SINGH HARMANJIT nato a INDIA (EE) il 22/05/1976, C.F.: SNGHRM76E22Z222H Proprietà 1/1 sub 4-7; MORI EDI nata a CANNETO SULL'OGLIO (MN) il 21/05/1959, C.F.: MRODEI59E61B612V Proprietà 1/2 RONGONI GIUSEPPE nato a BOZZOLO (MN) il 06/04/1956, C.F.: RNGGPP56D06B110I Proprietà 1/2 sub 5-6; TARTAGNI TIZIANA nata a FERRARA (FE) il 23/05/1945, C.F.: TRTTZN45E63D548T Proprietà 1000/1000 sub 6-9; FAVINI DANIELE nato a CALVATONE (CR) il 29/03/1958, C.F.: FVNDNL58C29B439P Proprietà 1/1 sub 14-22; MASTRAPASQUA MASSIMO nato a BISCEGLIE (BA) il 22/07/1960, C.F.: MSTMSM60L22A883O Proprietà 1/2 VITTORIANI MARIA ANNA nata a GERMANIA (EE) il 14/01/1982, C.F.: VTTMNN82A54Z112Z Proprietà 1/2 sub 15-23; CERATI PAOLA nata a BOZZOLO (MN) il 02/04/1972, C.F.: CRTPLA72D42B110P Proprietà 1/2 MERLO FEDERICO nato a CANNETO SULL'OGLIO (MN) il 19/07/1966, C.F.: MRLFDR66L19B612T Proprietà 1/2 sub 16-21; ANGELLILIS GABRIELLA nata a BOZZOLO (MN) il 12/11/1961, C.F.: NGLGRL61S52B110S Proprietà 1/1 sub 17-22; MARCANTE ANGELA nata a BOZZOLO (MN) il 25/11/1947, C.F.: MRCNGL47S65B110Z Proprietà sub 18-25; FRANZINI MAURO nato a BOZZOLO (MN) il 11/02/1962, C.F.: FRNMRA62B11B110N Proprietà 1000/1000 sub 19-20; BRESCIANI DENI nato a BOZZOLO (MN) il 17/04/1977, C.F.: BRSDNE77L41B110D Proprietà 1/1 sub 25-26; DALL' ACQUA GRAZIELLA nata a BOZZOLO (MN) il 26/04/1957, C.F.: DLLGZL57D66B110J Proprietà 1/2 DALL' ACQUA GRAZIELLA nata a BOZZOLO (MN) il 26/04/1957, C.F.: DLLGZL57D66B110J Proprietà 1/2 LUIGINA nata a BOZZOLO (MN) il 07/08/1933, C.F.: PSCLGN33M47B110M Proprietà 1/1 sub 28-35-39; BRESCIANI CARLO nato a BOZZOLO (MN) il 24/11/1949, C.F.: BRSCRL49S24B110T Proprietà 1/2 GHISINI PIERINA nata a CURTATONE (MN) il 21/06/1951, C.F.: GHSPRN51H61D227E Proprietà 1/2 sub 29-37; SOGNI ANGELO nato a RIVAROLO MANTOVANO (MN) il 22/02/1956, C.F.: SGNNGL56B22H342D Proprietà 3/4 SOGNI FIORINDO nato a BOZZOLO (MN) il 18/06/1963, C.F.: SGNFND63H18B110I Proprietà 1/4 sub 30-34; LANFREDI PRIMO nato a BOZZOLO (MN) il 08/01/1948, C.F.: LNFPRM48A08B110C Da verificare PARATICO MARISA nata a CALVISANO (BS) il 16/03/1955, C.F.: PRTMRS55C56B450A Da verificare sub 31-38; BOSI MARIA LUISA nata a SORESINA (CR) il 03/04/1967, C.F.: BSOMLS67D43I849Z Proprietà 1/4 DONATO SIMONE nato a MANTOVA (MN) il 27/07/1971, C.F.: DNTSMN71L27E897R Proprietà 3/4 sub 32-33; fg. 7, mapp. 62; 16. GANDOLFI ENRICO nato a BOZZOLO (MN) il 12/05/1952, C.F.: GNDNRC52E12B110N Proprietà 1/2, GANDOLFI GIOVANNA nata a BOZZOLO (MN) il 24/05/1966, C.F.: GNDGVN66E64B110I Proprietà 1/2; fg. 7, mapp. 30; fg. 3, mapp. 90; 17. BETTONI FRANCO nato a BOZZOLO (MN) il 18/06/1944, C.F.: BTTFNC44H18B110V; fg. 7, mapp. 29; 18. BARBIANI CLEMENTINA nata a TORNATA (CR) il 26/09/1942, C.F.: BRBCMN42M66L225B Proprietà 1/4; BETTONI FRANCO nato a BOZZOLO (MN) il 18/06/1944, C.F.: BTTFNC44H18B110V Proprietà 3/4; 19. BETTONI MANUEL nato a BOZZOLO (MN) il 15/08/1970, C.F.: BTTPLA70M55B110E Proprietà ½; fg. 7, mapp. 31; fg. 4, mapp. 102; 19. AGOSTA ANGELO nato a BOZZOLO (MN) il 05/05/1937, C.F.: GSTNGL37E05B110V; fg. 7, mapp. 26, 27, 28; 20. ROSSI CESARE nato a DOSOLO (MN) il 15/07/1947, C.F.: RSSCSR47L15D351O; fg. 7, mapp. 22; 21. ENTE NAZIONALE PER L'ENERGIA ELETTRICA ENEL CON SEDE IN ROMA; fg. 7, mapp. 322; 22. BONOLDI GABRIELE nato a BOZZOLO (MN) il 24/01/1954; fg. 7, mapp. 23; 23. ROSA ORNELLA nata a BOZZOLO (MN) il 26/11/1957, C.F.: RSORLL57S66B110P; fg. 7, mapp. 25; 24. PAGANINI CLAUDIO nato a BOZZOLO (MN) il 02/09/1948, C.F.: PGNCLD48P02B110O; fg. 7, mapp. 36, 23, 264, 265; fg. 6, mapp. 38, 7, 179; 25. NARDI ADRIANA nata a BOZZOLO (MN) il 30/11/1950, C.F.: NRDDRN50S70B110A Proprietà 1/3; NARDI ANNA MARIA nata a BOZZOLO (MN) il 15/07/1947, C.F.: NRDNMR47L55B110D Proprietà 1/3; NARDI bbox=[520, 435, 1008, 1121]
project-title bbox=[30, 147, 486, 197]
logo-wordmark: RFI bbox=[72, 20, 119, 50]
premesso-clause: - che il Progetto Definitivo in oggetto prevede il raddoppio della linea esistente, con tratti in variante tra Piadena e Bozzolo e in affiancamento tra Bozzolo e Mantova; la realizzazione del raddoppio nella tratta Bozzolo – Mantova è prevista in affiancamento lato Sud all'esercizio ferroviario. Nell'ambito della realizzazione della nuova sede ferroviaria a doppio binario, dei relativi impianti ed apparati tecnologici e di trazione elettrica, si prevede la ristrutturazione delle Stazioni e dei PRG di Piadena, Bozzolo e Marcaria, della Fermata di Castellucchio e del PRG di Mantova. Il progetto prevede, inoltre, la soppressione di tutti i PL di linea tramite realizzazione di opere sostitutive; bbox=[14, 391, 502, 450]
notice-subject: Comunicazione di avvio del procedimento volto all'apposizione del vincolo Preordinato all'esproprio e/o asservimento sulle aree occorrenti ex art. 11 Del d.P.R. 327/2001 E s.M.I. E alla dichiarazione di pubblica utilità ex art. 16 Del dpr 327/2001 e s.M.I. bbox=[14, 216, 502, 238]
premesso-clause: - che, per la realizzazione dell'intervento in epigrafe, con D.P.C.M. del 16 aprile 2021 è stata nominata Commissaria straordinaria l'Ing. Chiara De Gregorio, Dirigente di R.F.I. S.p.A.; bbox=[14, 497, 502, 519]
premesso-clause: - che, con Ordinanza n. 3 del 30 novembre 2021, la Commissaria ha disposto l'avvio della procedura di approvazione del progetto definitivo in intestazione, ai sensi dell'art. 4, comma 2, D.L. 18 aprile 2019, n. 32, convertito con modificazioni dalla L. 14 giugno 2019, n. 55; bbox=[14, 531, 502, 553]
project-title-line: PROGETTO DEFINITIVO DELLA 1ª FASE FUNZIONALE: bbox=[134, 161, 382, 172]
consultation-lead: consultazione il "Progetto Definitivo del Raddoppio della Tratta Piadena – Mantova – 1ª Fase Funzionale del Raddoppio della Linea Codogno – Cremona – Mantova", con i seguenti elaborati: bbox=[520, 85, 1008, 107]
comune-marcaria-heading: Comune di Marcaria (MN) bbox=[1550, 57, 1644, 67]
premesso-clause: - che, in base all'art. 53-bis commi 1 e 1-bis del D.L. 77/2021 convertito, con modificazioni, nella Legge 108/2021, l'approvazione del progetto definitivo dell'opera da parte della Commissaria straordinaria perfeziona ad ogni fine urbanistico ed edilizio l'intesa Stato-regione in ordine alla localizzazione dell'opera con effetto di variante degli strumenti urbanistici vigenti, con conseguente apposizione del vincolo preordinato all'esproprio sulle aree interessate ai sensi dell'art. 10 del D.P.R. 327/2001 e s.m.i. e dichiarazione di pubblica utilità delle opere ai sensi dell'art. 12 del citato D.P.R.; bbox=[14, 919, 502, 978]
logo-company-name: RETE FERROVIARIA ITALIANA bbox=[72, 48, 212, 59]
documents-list-item: - Piano particellare; bbox=[520, 135, 588, 145]
logo-group-name: GRUPPO FERROVIE DELLO STATO ITALIANE bbox=[1104, 42, 1300, 53]
issuer-name: RFI S.p.A. bbox=[14, 1071, 50, 1081]
documents-list-item: - Relazione Giustificativa; bbox=[520, 122, 608, 132]
premesso-clause: - che R.F.I S.p.A. ha incaricato la Società Italferr S.p.A., Società con socio unico soggetta all'attività di direzione e coordinamento di Rete Ferroviaria Italiana S.p.A. – Società per Azioni ex art. 2497-septies c.c. - quale proprio soggetto tecnico, per l'espletamento, tra le altre, delle attività volte alla partecipazione dei soggetti interessati al procedimento di apposizione del vincolo preordinato all'esproprio sulle aree interessate dall'intervento. bbox=[14, 990, 502, 1025]
premesso-clause: - che, al progetto definitivo di variante determina una rilevante revisione del piano particellare di esproprio, tale da rendere necessario l'avvio di un nuovo procedimento volto all'apposizione del vincolo preordinato all'esproprio sulle aree interessate e contestuale dichiarazione di pubblica utilità; bbox=[14, 849, 502, 872]
logo-company-name: RETE FERROVIARIA ITALIANA bbox=[1104, 30, 1244, 41]
logo-wordmark: RFI bbox=[1104, 2, 1151, 32]
right-column-1 bbox=[1048, 109, 1532, 1406]
avvisa-clause: - che si procede ai sensi del combinato disposto degli artt. 11, comma 2, e 16, comma 5, del D.P.R. 327/2001, mediante il presente avviso e quella pubblicato sui quotidiani a diffusione nazionale "La Repubblica" e locale "La Provincia di Cremona", quest'ultimo completo dell'elenco ditte insistenti sul territorio dei Comuni della Provincia di Cremona, nonché con apposita affissione sull'Albo pretorio dei Comuni interessati dalle opere; bbox=[520, 301, 1008, 335]
avvisa-clause: - che, entro il sopracitato termine perentorio di trenta giorni, i proprietari degli immobili coinvolti dagli interventi ed ogni altro interessato avente diritto, possono prendere visione degli elaborati con le modalità sopra indicate, depositare presso l'ufficio su sopra indicato e presentare, entro lo stesso termine, in forma scritta a mezzo raccomandata A.R. indirizzata al Dirigente della S.O. Permessualistica, Espropri e Sobagnuti della Società Italferr S.p.A., Via Vito Giuseppe Galati 71, 00155 – Roma, ovvero tramite Posta Elettronica Certificata all'indirizzo proc-aut-espro@legalmail.it; bbox=[520, 172, 1008, 219]
avvisa-heading: AVVISA bbox=[240, 1101, 276, 1112]
avvisa-clause: - che la consultazione del progetto avverrà nel rispetto delle misure per il contrasto e il contenimento della diffusione del virus Covid-19 negli ambienti di lavoro e pertanto i soggetti interessati sono tenuti a presentarsi muniti di idonea mascherina da mantenere per l'intera durata dell'incontro, a sottoporsi alla misurazione della temperatura e a rispettare costantemente le regole per il distanziamento; bbox=[520, 254, 1008, 289]
project-title-line: RADDOPPIO DELLA TRATTA PIADENA – MANTOVA bbox=[142, 173, 374, 184]
documents-list bbox=[520, 121, 1008, 160]
elenco-ditte-heading: ELENCO DITTE bbox=[520, 388, 590, 399]
rfi-logo-icon bbox=[14, 22, 66, 68]
rfi-logo-icon bbox=[1046, 4, 1098, 50]
premesso-clause: - che la partecipazione al procedimento avviato con il presente sostituisce quella al procedimento volto all'apposizione del vincolo preordinato all'esproprio, avviato in data 17 dicembre 2020; bbox=[14, 884, 502, 906]
documents-list-item: - Elenco ditte proprietarie come da intestazioni catastali; bbox=[520, 148, 709, 158]
premesso-clause: - che, con nota prot. RFI-NEMI.DIN.DINO\PEC\P\2022\17 del 2 agosto 2022, la Presidente della Conferenza di Servizi ha indetto una seduta della Conferenza di Servizi, già convocata con nota prot. RFI-DIN-DINO\PEC\P\2021\0001092 del 30 novembre 2021 sopra richiamata, il progetto di variante, invitando ciascuna Amministrazione/Ente interessato dal procedimento, in un'ottica di massima e leale collaborazione, a far pervenire i pareri di competenza entro e non oltre la fine del mese di settembre 2022, in modo da consentire l'adozione della determinazione conclusiva della Conferenza di Servizi non appena verrà emesso il decreto MiTE- MiC di compatibilità ambientale dell'opera; bbox=[14, 778, 502, 837]
